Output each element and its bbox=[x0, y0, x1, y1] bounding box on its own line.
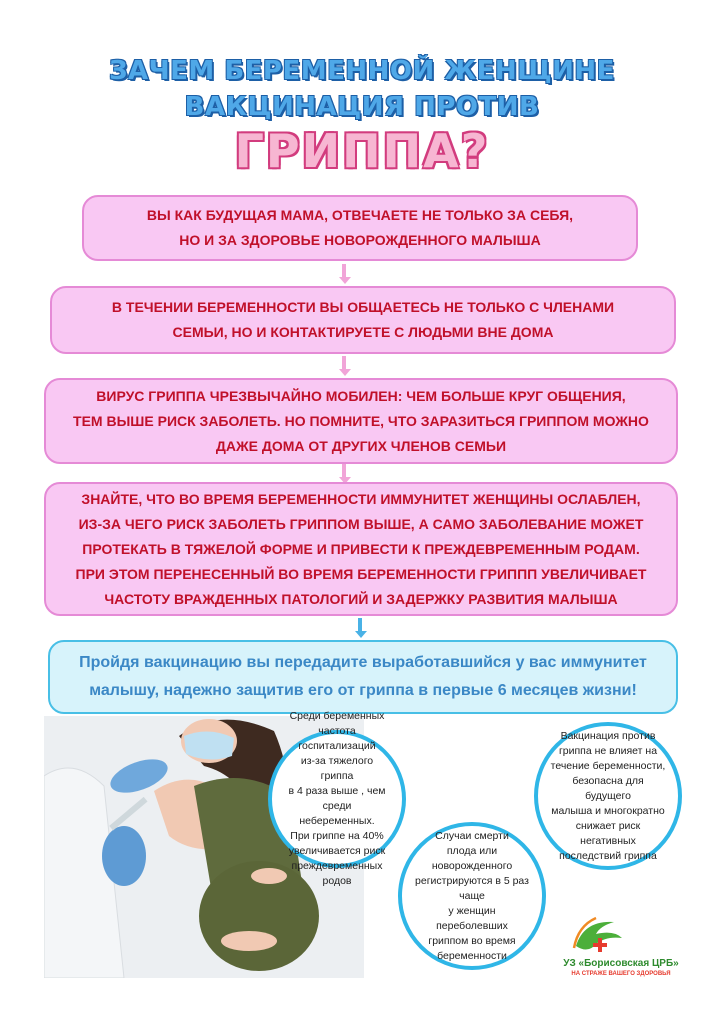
arrow-down-icon bbox=[339, 356, 349, 376]
box-text-line: В ТЕЧЕНИИ БЕРЕМЕННОСТИ ВЫ ОБЩАЕТЕСЬ НЕ ТОЛЬКО С ЧЛЕНАМИ bbox=[111, 299, 615, 315]
fact-circle-vaccine-safety bbox=[534, 722, 682, 870]
info-box-contacts bbox=[50, 286, 676, 354]
title-line-1: ЗАЧЕМ БЕРЕМЕННОЙ ЖЕНЩИНЕ bbox=[109, 56, 615, 86]
circle-text-line: преждевременных bbox=[291, 860, 383, 872]
arrow-down-icon bbox=[339, 464, 349, 484]
circle-text-line: беременности bbox=[437, 949, 507, 962]
logo-slogan: НА СТРАЖЕ ВАШЕГО ЗДОРОВЬЯ bbox=[571, 971, 671, 977]
circle-text-line: малыша и многократно bbox=[551, 804, 665, 817]
box-text-line: ВИРУС ГРИППА ЧРЕЗВЫЧАЙНО МОБИЛЕН: ЧЕМ БОЛЬШЕ КРУГ ОБЩЕНИЯ, bbox=[96, 387, 626, 404]
circle-text-line: увеличивается риск bbox=[288, 845, 386, 857]
circle-text-line: у женщин переболевших bbox=[436, 904, 508, 932]
circle-text-line: Случаи смерти bbox=[435, 829, 509, 842]
circle-text-line: новорожденного bbox=[431, 859, 513, 872]
circle-text-line: частота госпитализаций bbox=[298, 725, 376, 752]
box-text-line: ВЫ КАК БУДУЩАЯ МАМА, ОТВЕЧАЕТЕ НЕ ТОЛЬКО ЗА СЕБЯ, bbox=[146, 207, 574, 223]
circle-text-line: течение беременности, bbox=[550, 759, 666, 772]
box-text-line: малышу, надежно защитив его от гриппа в первые 6 месяцев жизни! bbox=[89, 682, 637, 699]
box-text-line: ТЕМ ВЫШЕ РИСК ЗАБОЛЕТЬ. НО ПОМНИТЕ, ЧТО ЗАРАЗИТЬСЯ ГРИППОМ МОЖНО bbox=[73, 412, 649, 429]
info-box-vaccination-benefit bbox=[48, 640, 678, 714]
info-box-virus bbox=[44, 378, 678, 464]
circle-text-line: родов bbox=[322, 875, 352, 887]
circle-text-line: из-за тяжелого гриппа bbox=[300, 755, 374, 782]
circle-text-line: регистрируются в 5 раз чаще bbox=[415, 874, 529, 902]
info-box-responsibility bbox=[82, 195, 638, 261]
box-text-line: ДАЖЕ ДОМА ОТ ДРУГИХ ЧЛЕНОВ СЕМЬИ bbox=[215, 437, 507, 454]
circle-text-line: Среди беременных bbox=[289, 710, 385, 722]
circle-text-line: Вакцинация против bbox=[560, 729, 656, 742]
fact-circle-hospitalization bbox=[268, 710, 406, 887]
circle-text-line: гриппом во время bbox=[428, 934, 516, 947]
title-line-3: ГРИППА? bbox=[234, 124, 490, 178]
fact-circle-mortality bbox=[398, 822, 546, 970]
logo-name: УЗ «Борисовская ЦРБ» bbox=[563, 958, 679, 969]
arrow-down-icon bbox=[339, 264, 349, 284]
hospital-logo bbox=[556, 912, 686, 982]
circle-text-line: небеременных. bbox=[299, 815, 375, 827]
box-text-line: ИЗ-ЗА ЧЕГО РИСК ЗАБОЛЕТЬ ГРИППОМ ВЫШЕ, А САМО ЗАБОЛЕВАНИЕ МОЖЕТ bbox=[78, 515, 644, 532]
info-box-immunity bbox=[44, 482, 678, 616]
arrow-down-icon bbox=[355, 618, 365, 638]
circle-text-line: в 4 раза выше , чем среди bbox=[288, 785, 386, 812]
circle-text-line: снижает риск негативных bbox=[575, 819, 641, 847]
circle-text-line: При гриппе на 40% bbox=[290, 830, 384, 842]
circle-text-line: плода или bbox=[446, 844, 498, 857]
box-text-line: ПРОТЕКАТЬ В ТЯЖЕЛОЙ ФОРМЕ И ПРИВЕСТИ К ПРЕЖДЕВРЕМЕННЫМ РОДАМ. bbox=[82, 540, 640, 557]
box-text-line: ЧАСТОТУ ВРАЖДЕННЫХ ПАТОЛОГИЙ И ЗАДЕРЖКУ РАЗВИТИЯ МАЛЫША bbox=[104, 590, 618, 607]
box-text-line: ЗНАЙТЕ, ЧТО ВО ВРЕМЯ БЕРЕМЕННОСТИ ИММУНИТЕТ ЖЕНЩИНЫ ОСЛАБЛЕН, bbox=[81, 490, 641, 507]
box-text-line: СЕМЬИ, НО И КОНТАКТИРУЕТЕ С ЛЮДЬМИ ВНЕ ДОМА bbox=[172, 324, 554, 340]
circle-text-line: последствий гриппа bbox=[559, 849, 657, 862]
box-text-line: Пройдя вакцинацию вы передадите выработавшийся у вас иммунитет bbox=[79, 654, 647, 671]
title-line-2: ВАКЦИНАЦИЯ ПРОТИВ bbox=[184, 92, 540, 122]
circle-text-line: безопасна для будущего bbox=[572, 774, 644, 802]
box-text-line: НО И ЗА ЗДОРОВЬЕ НОВОРОЖДЕННОГО МАЛЫША bbox=[179, 232, 541, 248]
circle-text-line: гриппа не влияет на bbox=[558, 744, 658, 757]
box-text-line: ПРИ ЭТОМ ПЕРЕНЕСЕННЫЙ ВО ВРЕМЯ БЕРЕМЕННОСТИ ГРИППП УВЕЛИЧИВАЕТ bbox=[75, 565, 647, 582]
